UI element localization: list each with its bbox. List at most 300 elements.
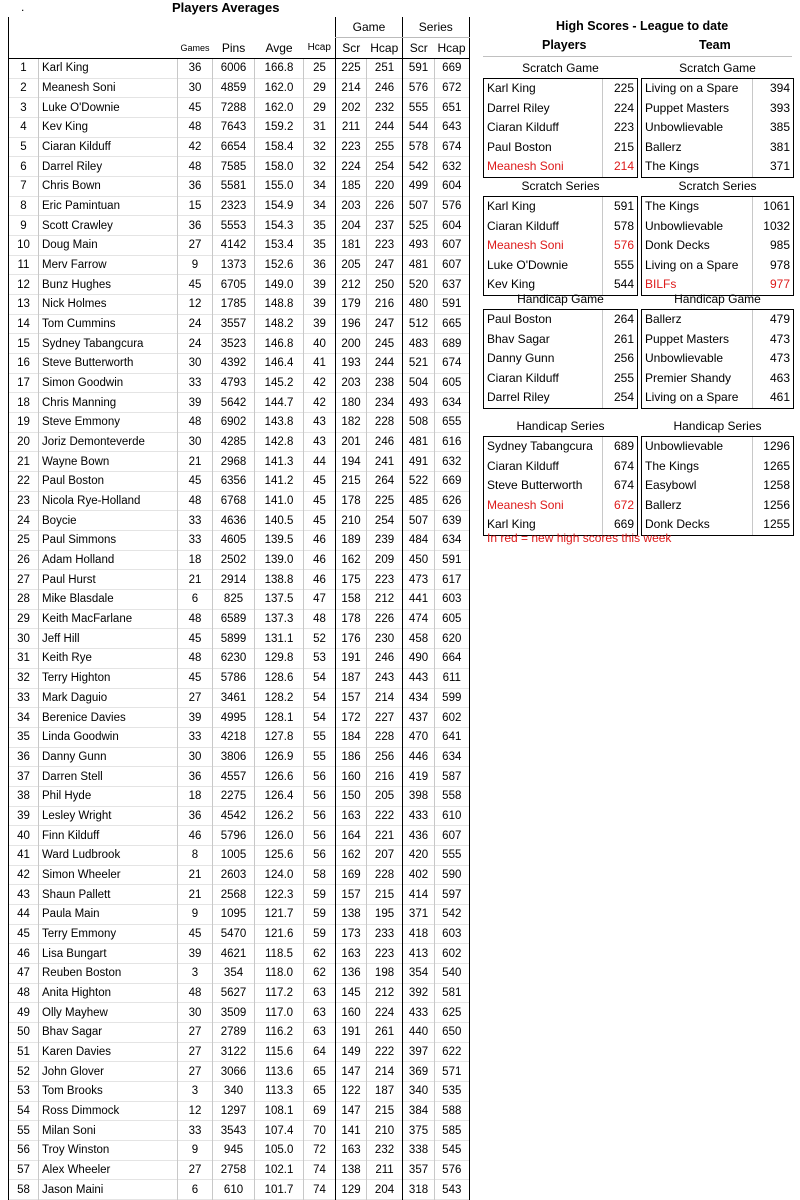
series-hcap-cell: 655	[435, 413, 470, 433]
games-cell: 18	[178, 786, 213, 806]
player-name: Karl King	[487, 517, 536, 532]
avge-cell: 126.4	[255, 786, 304, 806]
game-scr-cell: 164	[336, 826, 367, 846]
player-name: Keith Rye	[39, 649, 178, 669]
rank-cell: 5	[9, 137, 39, 157]
game-scr-cell: 191	[336, 649, 367, 669]
avge-cell: 108.1	[255, 1101, 304, 1121]
player-name: Joriz Demonteverde	[39, 432, 178, 452]
player-score: 224	[613, 100, 634, 115]
hcap-cell: 34	[304, 177, 336, 197]
table-row	[9, 78, 470, 98]
series-hcap-cell: 689	[435, 334, 470, 354]
pins-cell: 6902	[213, 413, 255, 433]
player-high-score-box	[483, 309, 638, 409]
games-cell: 36	[178, 767, 213, 787]
game-hcap-cell: 234	[367, 393, 403, 413]
game-scr-cell: 147	[336, 1101, 367, 1121]
team-score: 1265	[763, 458, 790, 473]
series-scr-cell: 485	[403, 491, 435, 511]
player-score: 544	[613, 277, 634, 292]
games-cell: 9	[178, 1140, 213, 1160]
avge-cell: 141.3	[255, 452, 304, 472]
hcap-cell: 29	[304, 98, 336, 118]
player-high-score-row	[484, 138, 637, 158]
series-scr-cell: 512	[403, 314, 435, 334]
table-row	[9, 904, 470, 924]
player-name: Ciaran Kilduff	[487, 458, 559, 473]
games-cell: 33	[178, 727, 213, 747]
series-hcap-cell: 620	[435, 629, 470, 649]
game-hcap-cell: 215	[367, 1101, 403, 1121]
table-row	[9, 550, 470, 570]
player-score: 261	[613, 331, 634, 346]
pins-cell: 4285	[213, 432, 255, 452]
game-scr-cell: 194	[336, 452, 367, 472]
avge-cell: 118.5	[255, 944, 304, 964]
pins-cell: 2568	[213, 885, 255, 905]
game-hcap-cell: 221	[367, 826, 403, 846]
hcap-cell: 59	[304, 885, 336, 905]
rank-cell: 45	[9, 924, 39, 944]
series-scr-cell: 473	[403, 570, 435, 590]
avge-cell: 131.1	[255, 629, 304, 649]
game-scr-cell: 182	[336, 413, 367, 433]
series-hcap-cell: 634	[435, 393, 470, 413]
game-scr-cell: 201	[336, 432, 367, 452]
team-section-label: Handicap Series	[673, 419, 762, 434]
blank-header	[9, 17, 39, 38]
avge-cell: 153.4	[255, 236, 304, 256]
page-title: Players Averages	[172, 0, 280, 15]
series-scr-cell: 490	[403, 649, 435, 669]
game-scr-cell: 163	[336, 944, 367, 964]
player-name: Shaun Pallett	[39, 885, 178, 905]
series-hcap-cell: 597	[435, 885, 470, 905]
player-name: Paul Simmons	[39, 531, 178, 551]
games-cell: 48	[178, 413, 213, 433]
games-cell: 21	[178, 452, 213, 472]
avge-cell: 126.6	[255, 767, 304, 787]
avge-cell: 128.2	[255, 688, 304, 708]
pins-cell: 7288	[213, 98, 255, 118]
table-row	[9, 983, 470, 1003]
rank-cell: 46	[9, 944, 39, 964]
series-hcap-cell: 604	[435, 177, 470, 197]
series-scr-cell: 384	[403, 1101, 435, 1121]
player-name: Phil Hyde	[39, 786, 178, 806]
rank-cell: 12	[9, 275, 39, 295]
pins-cell: 2275	[213, 786, 255, 806]
game-hcap-cell: 214	[367, 1062, 403, 1082]
avge-header: Avge	[255, 38, 304, 59]
games-cell: 24	[178, 334, 213, 354]
corner-mark: .	[21, 0, 25, 14]
pins-cell: 3543	[213, 1121, 255, 1141]
rank-cell: 56	[9, 1140, 39, 1160]
player-score: 674	[613, 478, 634, 493]
series-scr-cell: 420	[403, 845, 435, 865]
player-high-score-row	[484, 330, 637, 350]
pins-cell: 5470	[213, 924, 255, 944]
player-name: Berenice Davies	[39, 708, 178, 728]
games-cell: 30	[178, 432, 213, 452]
player-high-score-row	[484, 99, 637, 119]
series-scr-cell: 397	[403, 1042, 435, 1062]
player-high-score-row	[484, 79, 637, 99]
rank-cell: 51	[9, 1042, 39, 1062]
rank-cell: 17	[9, 373, 39, 393]
table-row	[9, 98, 470, 118]
team-name: The Kings	[645, 458, 700, 473]
series-scr-cell: 507	[403, 511, 435, 531]
pins-cell: 1095	[213, 904, 255, 924]
games-cell: 48	[178, 118, 213, 138]
game-hcap-cell: 195	[367, 904, 403, 924]
series-hcap-cell: 610	[435, 806, 470, 826]
game-scr-cell: 203	[336, 373, 367, 393]
game-hcap-cell: 243	[367, 668, 403, 688]
series-hcap-cell: 625	[435, 1003, 470, 1023]
games-cell: 21	[178, 865, 213, 885]
avge-cell: 105.0	[255, 1140, 304, 1160]
team-high-score-row	[642, 388, 793, 408]
pins-cell: 3509	[213, 1003, 255, 1023]
series-scr-cell: 481	[403, 255, 435, 275]
series-scr-cell: 470	[403, 727, 435, 747]
game-scr-cell: 185	[336, 177, 367, 197]
pins-cell: 3806	[213, 747, 255, 767]
game-hcap-cell: 246	[367, 432, 403, 452]
game-hcap-cell: 238	[367, 373, 403, 393]
pins-cell: 610	[213, 1180, 255, 1200]
game-scr-cell: 138	[336, 904, 367, 924]
player-name: Danny Gunn	[39, 747, 178, 767]
games-cell: 9	[178, 255, 213, 275]
game-hcap-cell: 222	[367, 806, 403, 826]
series-hcap-cell: 587	[435, 767, 470, 787]
table-row	[9, 1140, 470, 1160]
name-header	[39, 38, 178, 59]
avge-cell: 126.2	[255, 806, 304, 826]
player-high-score-row	[484, 217, 637, 237]
table-row	[9, 511, 470, 531]
rank-cell: 35	[9, 727, 39, 747]
team-score: 473	[769, 351, 790, 366]
series-hcap-header: Hcap	[435, 38, 470, 59]
series-scr-cell: 398	[403, 786, 435, 806]
series-scr-cell: 483	[403, 334, 435, 354]
rank-cell: 8	[9, 196, 39, 216]
pins-cell: 340	[213, 1081, 255, 1101]
game-hcap-cell: 210	[367, 1121, 403, 1141]
game-hcap-cell: 211	[367, 1160, 403, 1180]
series-scr-cell: 542	[403, 157, 435, 177]
games-cell: 45	[178, 275, 213, 295]
game-scr-cell: 147	[336, 1062, 367, 1082]
avge-cell: 139.5	[255, 531, 304, 551]
player-high-score-row	[484, 369, 637, 389]
player-name: Wayne Bown	[39, 452, 178, 472]
pins-cell: 5796	[213, 826, 255, 846]
team-name: The Kings	[645, 159, 700, 174]
team-score: 463	[769, 370, 790, 385]
hcap-cell: 56	[304, 845, 336, 865]
player-high-score-row	[484, 388, 637, 408]
team-score: 393	[769, 100, 790, 115]
rank-cell: 7	[9, 177, 39, 197]
table-row	[9, 137, 470, 157]
players-header: Players	[542, 38, 587, 52]
table-row	[9, 570, 470, 590]
rank-cell: 52	[9, 1062, 39, 1082]
game-hcap-cell: 246	[367, 78, 403, 98]
pins-cell: 5899	[213, 629, 255, 649]
hcap-cell: 63	[304, 983, 336, 1003]
games-cell: 6	[178, 590, 213, 610]
table-row	[9, 747, 470, 767]
series-hcap-cell: 626	[435, 491, 470, 511]
player-name: Merv Farrow	[39, 255, 178, 275]
series-scr-cell: 493	[403, 236, 435, 256]
table-row	[9, 1101, 470, 1121]
games-cell: 27	[178, 236, 213, 256]
game-scr-cell: 193	[336, 354, 367, 374]
series-hcap-cell: 616	[435, 432, 470, 452]
game-scr-cell: 176	[336, 629, 367, 649]
series-scr-cell: 591	[403, 59, 435, 79]
series-scr-cell: 338	[403, 1140, 435, 1160]
series-scr-cell: 450	[403, 550, 435, 570]
player-score: 672	[613, 497, 634, 512]
game-hcap-cell: 228	[367, 727, 403, 747]
team-score: 473	[769, 331, 790, 346]
player-name: Ross Dimmock	[39, 1101, 178, 1121]
hcap-cell: 65	[304, 1081, 336, 1101]
player-name: Paul Boston	[487, 312, 552, 326]
player-score: 669	[613, 517, 634, 532]
hcap-cell: 31	[304, 118, 336, 138]
team-name: Living on a Spare	[645, 390, 739, 405]
hcap-cell: 63	[304, 1022, 336, 1042]
table-row	[9, 590, 470, 610]
player-name: Ciaran Kilduff	[487, 218, 559, 233]
game-scr-cell: 225	[336, 59, 367, 79]
series-hcap-cell: 581	[435, 983, 470, 1003]
hcap-cell: 45	[304, 491, 336, 511]
player-name: Scott Crawley	[39, 216, 178, 236]
games-cell: 6	[178, 1180, 213, 1200]
game-hcap-cell: 216	[367, 295, 403, 315]
table-row	[9, 924, 470, 944]
player-high-score-row	[484, 437, 637, 457]
series-hcap-cell: 664	[435, 649, 470, 669]
series-hcap-cell: 603	[435, 924, 470, 944]
games-header: Games	[178, 38, 213, 59]
game-hcap-cell: 264	[367, 472, 403, 492]
player-score: 674	[613, 458, 634, 473]
player-score: 215	[613, 139, 634, 154]
hcap-cell: 42	[304, 393, 336, 413]
pins-cell: 5553	[213, 216, 255, 236]
table-row	[9, 826, 470, 846]
team-high-score-row	[642, 217, 793, 237]
hcap-cell: 64	[304, 1042, 336, 1062]
player-name: Chris Bown	[39, 177, 178, 197]
pins-cell: 3066	[213, 1062, 255, 1082]
table-row	[9, 1003, 470, 1023]
games-cell: 30	[178, 354, 213, 374]
avge-cell: 154.3	[255, 216, 304, 236]
series-hcap-cell: 639	[435, 511, 470, 531]
player-name: Olly Mayhew	[39, 1003, 178, 1023]
pins-cell: 1785	[213, 295, 255, 315]
hcap-cell: 54	[304, 708, 336, 728]
series-scr-cell: 520	[403, 275, 435, 295]
team-high-score-row	[642, 349, 793, 369]
games-cell: 36	[178, 806, 213, 826]
hcap-cell: 56	[304, 786, 336, 806]
series-hcap-cell: 558	[435, 786, 470, 806]
series-scr-cell: 504	[403, 373, 435, 393]
pins-cell: 825	[213, 590, 255, 610]
rank-cell: 44	[9, 904, 39, 924]
series-scr-cell: 414	[403, 885, 435, 905]
game-scr-cell: 179	[336, 295, 367, 315]
pins-cell: 4636	[213, 511, 255, 531]
games-cell: 24	[178, 314, 213, 334]
pins-header: Pins	[213, 38, 255, 59]
player-name: Karen Davies	[39, 1042, 178, 1062]
game-scr-cell: 169	[336, 865, 367, 885]
game-scr-cell: 203	[336, 196, 367, 216]
games-cell: 45	[178, 472, 213, 492]
games-cell: 12	[178, 295, 213, 315]
player-name: Paula Main	[39, 904, 178, 924]
series-scr-cell: 433	[403, 1003, 435, 1023]
player-score: 264	[613, 312, 634, 326]
hcap-cell: 54	[304, 688, 336, 708]
table-row	[9, 885, 470, 905]
team-score: 978	[769, 257, 790, 272]
hcap-cell: 43	[304, 413, 336, 433]
series-hcap-cell: 605	[435, 373, 470, 393]
series-scr-cell: 357	[403, 1160, 435, 1180]
games-cell: 39	[178, 708, 213, 728]
avge-cell: 137.3	[255, 609, 304, 629]
team-score: 1032	[763, 218, 790, 233]
player-name: Ward Ludbrook	[39, 845, 178, 865]
series-hcap-cell: 632	[435, 452, 470, 472]
table-row	[9, 531, 470, 551]
player-name: Steve Butterworth	[39, 354, 178, 374]
hcap-cell: 43	[304, 432, 336, 452]
table-row	[9, 1022, 470, 1042]
player-name: Nick Holmes	[39, 295, 178, 315]
player-name: Meanesh Soni	[487, 159, 564, 174]
table-row	[9, 609, 470, 629]
table-row	[9, 1062, 470, 1082]
player-name: Ciaran Kilduff	[487, 370, 559, 385]
series-scr-cell: 375	[403, 1121, 435, 1141]
rank-cell: 14	[9, 314, 39, 334]
player-name: Ciaran Kilduff	[39, 137, 178, 157]
rank-cell: 19	[9, 413, 39, 433]
player-name: Troy Winston	[39, 1140, 178, 1160]
hcap-cell: 39	[304, 275, 336, 295]
games-cell: 30	[178, 747, 213, 767]
avge-cell: 142.8	[255, 432, 304, 452]
player-name: Karl King	[39, 59, 178, 79]
averages-table	[8, 17, 470, 1200]
games-cell: 48	[178, 491, 213, 511]
games-cell: 33	[178, 373, 213, 393]
table-row	[9, 944, 470, 964]
games-cell: 45	[178, 924, 213, 944]
hcap-cell: 42	[304, 373, 336, 393]
player-name: Tom Brooks	[39, 1081, 178, 1101]
player-name: Mike Blasdale	[39, 590, 178, 610]
rank-cell: 25	[9, 531, 39, 551]
rank-cell: 54	[9, 1101, 39, 1121]
avge-cell: 141.0	[255, 491, 304, 511]
pins-cell: 1373	[213, 255, 255, 275]
games-cell: 33	[178, 1121, 213, 1141]
series-hcap-cell: 607	[435, 826, 470, 846]
pins-cell: 4542	[213, 806, 255, 826]
player-name: Meanesh Soni	[487, 497, 564, 512]
hcap-cell: 52	[304, 629, 336, 649]
game-hcap-cell: 216	[367, 767, 403, 787]
table-row	[9, 1081, 470, 1101]
blank-header	[178, 17, 213, 38]
series-scr-cell: 434	[403, 688, 435, 708]
player-score: 223	[613, 120, 634, 135]
pins-cell: 4793	[213, 373, 255, 393]
games-cell: 48	[178, 983, 213, 1003]
series-hcap-cell: 665	[435, 314, 470, 334]
team-section-label: Scratch Game	[679, 61, 756, 76]
game-scr-cell: 162	[336, 550, 367, 570]
game-hcap-cell: 245	[367, 334, 403, 354]
avge-cell: 146.8	[255, 334, 304, 354]
game-scr-cell: 223	[336, 137, 367, 157]
games-cell: 45	[178, 98, 213, 118]
series-scr-cell: 474	[403, 609, 435, 629]
game-hcap-cell: 232	[367, 1140, 403, 1160]
table-row	[9, 865, 470, 885]
team-high-score-row	[642, 157, 793, 177]
series-scr-cell: 433	[403, 806, 435, 826]
games-cell: 39	[178, 944, 213, 964]
games-cell: 36	[178, 216, 213, 236]
game-hcap-cell: 256	[367, 747, 403, 767]
table-row	[9, 472, 470, 492]
player-name: Doug Main	[39, 236, 178, 256]
pins-cell: 3122	[213, 1042, 255, 1062]
series-hcap-cell: 637	[435, 275, 470, 295]
pins-cell: 945	[213, 1140, 255, 1160]
series-hcap-cell: 591	[435, 550, 470, 570]
table-row	[9, 177, 470, 197]
player-score: 256	[613, 351, 634, 366]
game-scr-cell: 158	[336, 590, 367, 610]
player-name: Bhav Sagar	[39, 1022, 178, 1042]
player-name: Lisa Bungart	[39, 944, 178, 964]
rank-cell: 50	[9, 1022, 39, 1042]
team-high-score-row	[642, 197, 793, 217]
table-row	[9, 354, 470, 374]
